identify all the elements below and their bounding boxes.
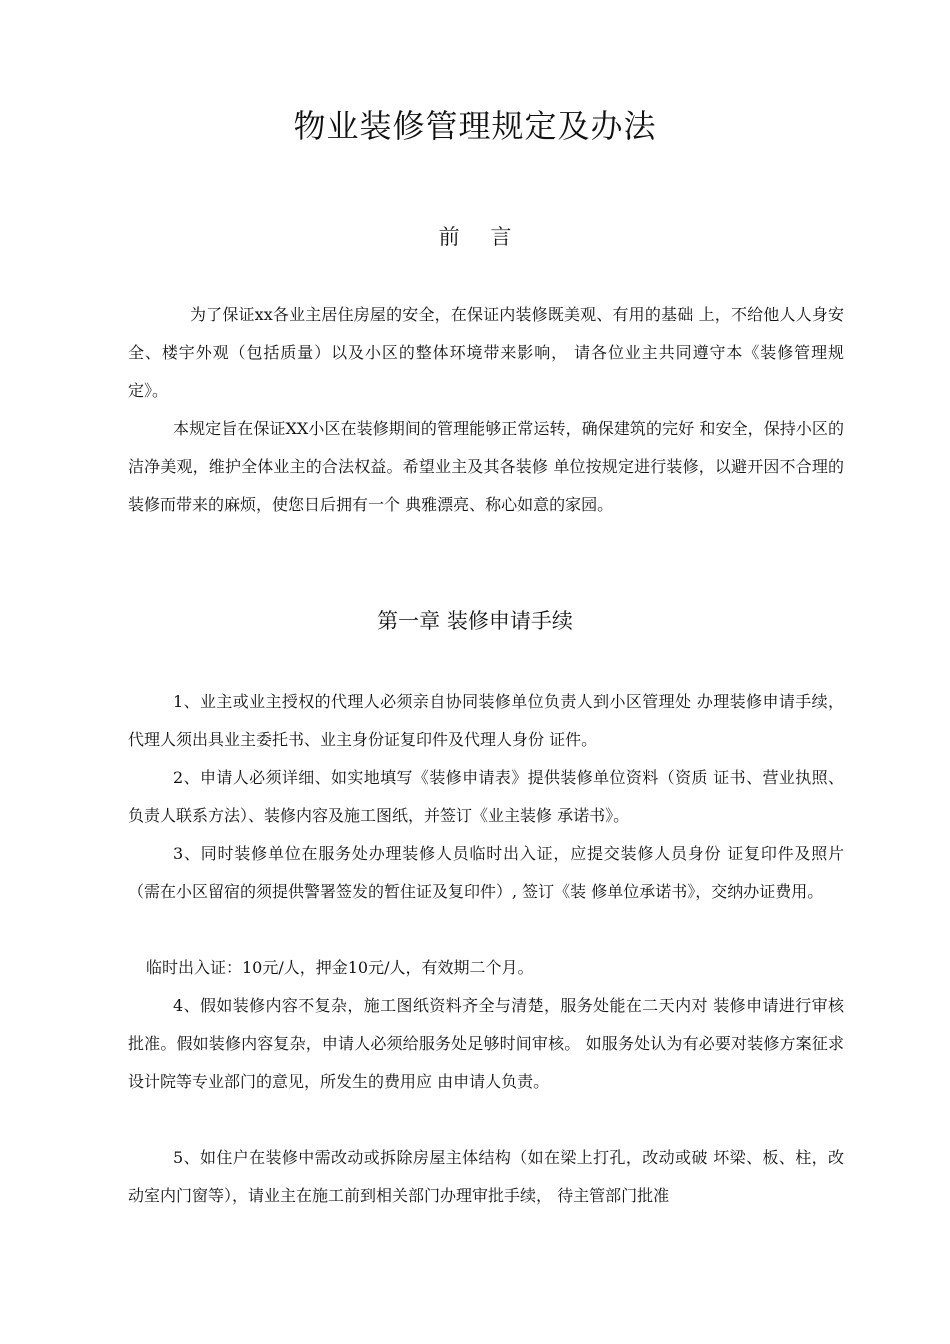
chapter1-item-1: 1、业主或业主授权的代理人必须亲自协同装修单位负责人到小区管理处 办理装修申请手续，代理人须出具业主委托书、业主身份证复印件及代理人身份 证件。 [128,692,844,749]
foreword-heading: 前 言 [438,225,524,249]
chapter1-fee-note: 临时出入证：10元/人，押金10元/人，有效期二个月。 [146,958,534,977]
chapter1-item-2: 2、申请人必须详细、如实地填写《装修申请表》提供装修单位资料（资质 证书、营业执照、负责人联系方法）、装修内容及施工图纸，并签订《业主装修 承诺书》。 [128,768,844,825]
chapter1-item-3: 3、同时装修单位在服务处办理装修人员临时出入证，应提交装修人员身份 证复印件及照片（需在小区留宿的须提供警署签发的暂住证及复印件）, 签订《装 修单位承诺书》，交纳办证费用。 [128,844,844,901]
foreword-paragraph-2: 本规定旨在保证XX小区在装修期间的管理能够正常运转，确保建筑的完好 和安全，保持小区的洁净美观，维护全体业主的合法权益。希望业主及其各装修 单位按规定进行装修，以避开因不合理的装修而带来的麻烦，使您日后拥有一个 典雅漂亮、称心如意的家园。 [128,419,844,514]
foreword-paragraph-1: 为了保证xx各业主居住房屋的安全，在保证内装修既美观、有用的基础 上，不给他人人身安全、楼宇外观（包括质量）以及小区的整体环境带来影响， 请各位业主共同遵守本《装修管理规定》。 [128,305,844,400]
chapter1-item-4: 4、假如装修内容不复杂，施工图纸资料齐全与清楚，服务处能在二天内对 装修申请进行审核批准。假如装修内容复杂，申请人必须给服务处足够时间审核。 如服务处认为有必要对装修方案征求设计院等专业部门的意见，所发生的费用应 由申请人负责。 [128,996,844,1091]
document-title: 物业装修管理规定及办法 [293,107,657,145]
chapter1-item-5: 5、如住户在装修中需改动或拆除房屋主体结构（如在梁上打孔，改动或破 坏梁、板、柱，改动室内门窗等），请业主在施工前到相关部门办理审批手续， 待主管部门批准 [128,1148,844,1205]
chapter1-heading: 第一章 装修申请手续 [377,609,573,633]
